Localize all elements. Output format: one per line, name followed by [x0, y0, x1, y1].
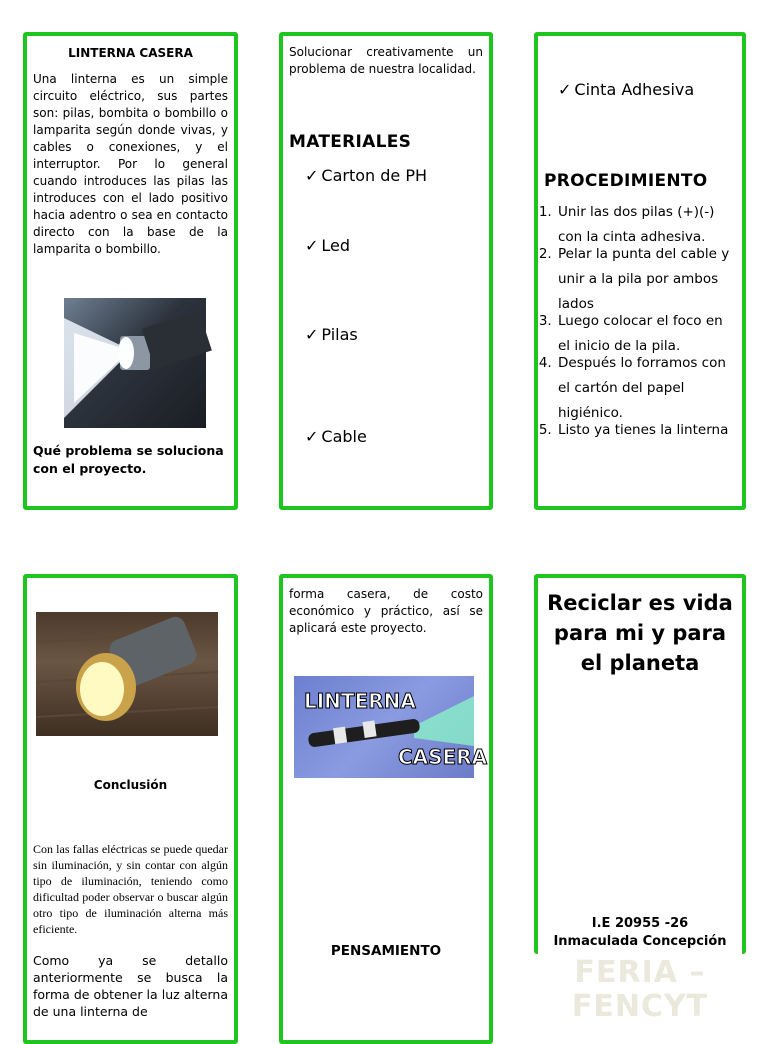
flashlight-photo [64, 298, 206, 428]
image-text-top: LINTERNA [304, 689, 416, 713]
panel-materials [279, 32, 493, 510]
panel-cover [534, 574, 746, 954]
panel-continuation [279, 574, 493, 1044]
panel-intro [23, 32, 238, 510]
panel-conclusion [23, 574, 238, 1044]
problem-question: Qué problema se soluciona con el proyecto. [33, 443, 224, 476]
check-icon: ✓ [305, 325, 319, 344]
material-item [305, 325, 358, 344]
school-code: I.E 20955 -26 [591, 916, 689, 931]
conclusion-heading: Conclusión [93, 778, 168, 792]
material-label: Cable [321, 427, 367, 446]
procedure-step: 3. Luego colocar el foco en el inicio de la pila. [556, 309, 736, 359]
material-label: Carton de PH [321, 166, 428, 185]
slogan: Reciclar es vida para mi y para el planeta [547, 591, 733, 675]
panel-procedure [534, 32, 746, 510]
materials-heading: MATERIALES [289, 132, 412, 152]
continuation-text: forma casera, de costo económico y práctico, así se aplicará este proyecto. [289, 587, 483, 635]
procedure-step: 1. Unir las dos pilas (+)(-) con la cinta adhesiva. [556, 200, 736, 250]
check-icon: ✓ [305, 166, 319, 185]
conclusion-paragraph: Con las fallas eléctricas se puede quedar sin iluminación, y sin contar con algún tipo de iluminación, teniendo como dificultad poder observar o buscar algún otro tipo de iluminación alterna más eficiente. [33, 842, 228, 936]
material-label: Cinta Adhesiva [574, 80, 695, 99]
material-item [305, 236, 350, 255]
procedure-step: 4. Después lo forramos con el cartón del papel higiénico. [556, 351, 736, 426]
lantern-photo [36, 612, 218, 736]
procedure-step: 5. Listo ya tienes la linterna [556, 418, 736, 443]
objective-text: Solucionar creativamente un problema de nuestra localidad. [289, 45, 483, 76]
lantern-title-image [294, 676, 488, 778]
procedure-heading: PROCEDIMIENTO [544, 171, 708, 191]
panel-title: LINTERNA CASERA [68, 46, 193, 60]
conclusion-paragraph-2: Como ya se detallo anteriormente se busca la forma de obtener la luz alterna de una linterna de [33, 953, 228, 1019]
fair-title: FERIA – FENCYT [571, 955, 709, 1024]
school-name: Inmaculada Concepción [553, 934, 727, 949]
material-item [305, 427, 367, 446]
procedure-list [541, 200, 736, 443]
check-icon: ✓ [305, 236, 319, 255]
material-label: Pilas [321, 325, 358, 344]
check-icon: ✓ [558, 80, 572, 99]
procedure-step: 2. Pelar la punta del cable y unir a la pila por ambos lados [556, 242, 736, 317]
material-item [305, 166, 427, 185]
image-text-bottom: CASERA [398, 745, 488, 769]
material-item [558, 80, 694, 99]
material-label: Led [321, 236, 351, 255]
intro-paragraph: Una linterna es un simple circuito eléctrico, sus partes son: pilas, bombita o bombillo o lamparita según donde vivas, y cables o conexiones, y el interruptor. Por lo general cuando introduces las pilas las introduces con el lado positivo hacia adentro o sea en contacto directo con la base de la lamparita o bombillo. [33, 72, 228, 256]
thought-heading: PENSAMIENTO [330, 943, 442, 959]
check-icon: ✓ [305, 427, 319, 446]
